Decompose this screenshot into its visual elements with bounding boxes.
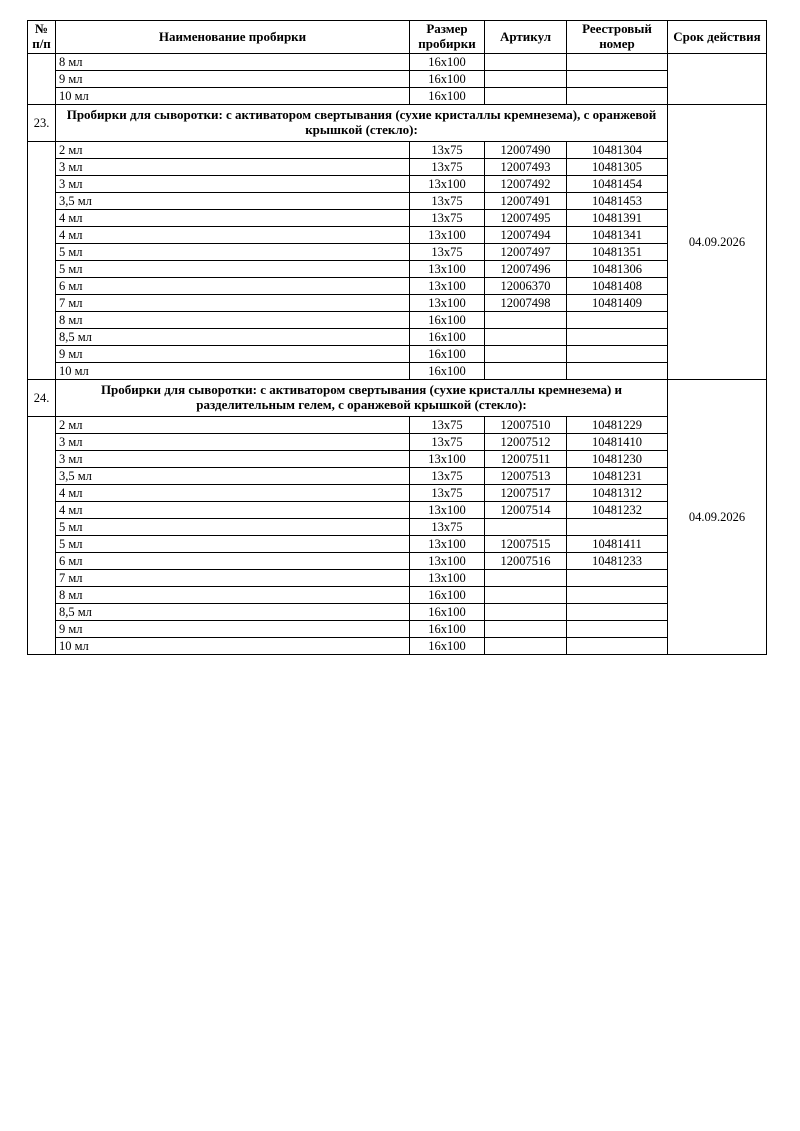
tube-size-cell: 13x100 (410, 502, 485, 519)
tube-size-cell: 16x100 (410, 638, 485, 655)
tube-size-cell: 13x100 (410, 536, 485, 553)
table-row (28, 570, 767, 587)
reg-number-cell: 10481312 (567, 485, 668, 502)
tube-name-cell: 10 мл (56, 638, 410, 655)
article-cell: 12006370 (485, 278, 567, 295)
table-row (28, 176, 767, 193)
reg-number-cell: 10481410 (567, 434, 668, 451)
tube-size-cell: 13x100 (410, 176, 485, 193)
tube-size-cell: 13x100 (410, 278, 485, 295)
section-number-cell: 23. (28, 105, 56, 142)
reg-number-cell: 10481231 (567, 468, 668, 485)
article-cell (485, 363, 567, 380)
article-cell: 12007514 (485, 502, 567, 519)
article-cell (485, 604, 567, 621)
reg-number-cell (567, 346, 668, 363)
article-cell: 12007494 (485, 227, 567, 244)
tube-name-cell: 7 мл (56, 570, 410, 587)
tube-size-cell: 13x100 (410, 261, 485, 278)
tube-size-cell: 16x100 (410, 587, 485, 604)
table-row (28, 227, 767, 244)
reg-number-cell (567, 312, 668, 329)
reg-number-cell: 10481411 (567, 536, 668, 553)
tube-size-cell: 13x75 (410, 159, 485, 176)
reg-number-cell (567, 88, 668, 105)
tube-name-cell: 5 мл (56, 536, 410, 553)
section-title-cell: Пробирки для сыворотки: с активатором свертывания (сухие кристаллы кремнезема) и разделительным гелем, с оранжевой крышкой (стекло): (56, 380, 668, 417)
table-row (28, 278, 767, 295)
article-cell: 12007498 (485, 295, 567, 312)
article-cell: 12007511 (485, 451, 567, 468)
table-row (28, 312, 767, 329)
header-row (28, 21, 767, 54)
col-header-number: № п/п (28, 21, 56, 54)
tube-name-cell: 3,5 мл (56, 193, 410, 210)
reg-number-cell (567, 519, 668, 536)
tube-name-cell: 5 мл (56, 261, 410, 278)
tube-size-cell: 13x75 (410, 519, 485, 536)
validity-cell: 04.09.2026 (668, 380, 767, 655)
table-row (28, 159, 767, 176)
table-row (28, 604, 767, 621)
table-row (28, 142, 767, 159)
reg-number-cell (567, 54, 668, 71)
validity-cell (668, 54, 767, 105)
row-number-cell (28, 417, 56, 655)
tube-size-cell: 16x100 (410, 363, 485, 380)
tube-name-cell: 4 мл (56, 227, 410, 244)
table-row (28, 193, 767, 210)
tube-name-cell: 4 мл (56, 210, 410, 227)
tube-name-cell: 8 мл (56, 54, 410, 71)
tube-name-cell: 9 мл (56, 71, 410, 88)
article-cell: 12007512 (485, 434, 567, 451)
reg-number-cell (567, 329, 668, 346)
tube-size-cell: 13x100 (410, 570, 485, 587)
article-cell (485, 638, 567, 655)
table-row (28, 502, 767, 519)
reg-number-cell: 10481454 (567, 176, 668, 193)
reg-number-cell (567, 363, 668, 380)
col-header-size: Размер пробирки (410, 21, 485, 54)
article-cell (485, 312, 567, 329)
reg-number-cell (567, 638, 668, 655)
tube-size-cell: 13x75 (410, 142, 485, 159)
article-cell: 12007490 (485, 142, 567, 159)
col-header-validity: Срок действия (668, 21, 767, 54)
article-cell (485, 519, 567, 536)
tube-size-cell: 16x100 (410, 604, 485, 621)
tube-size-cell: 16x100 (410, 621, 485, 638)
tube-size-cell: 13x100 (410, 295, 485, 312)
article-cell: 12007517 (485, 485, 567, 502)
row-number-cell (28, 54, 56, 105)
reg-number-cell: 10481305 (567, 159, 668, 176)
tube-size-cell: 13x75 (410, 468, 485, 485)
table-row (28, 451, 767, 468)
reg-number-cell: 10481233 (567, 553, 668, 570)
section-title-cell: Пробирки для сыворотки: с активатором свертывания (сухие кристаллы кремнезема), с оранжевой крышкой (стекло): (56, 105, 668, 142)
tube-name-cell: 4 мл (56, 485, 410, 502)
table-row (28, 417, 767, 434)
article-cell: 12007510 (485, 417, 567, 434)
article-cell (485, 88, 567, 105)
table-row (28, 210, 767, 227)
tube-name-cell: 8 мл (56, 587, 410, 604)
tube-name-cell: 8,5 мл (56, 604, 410, 621)
reg-number-cell (567, 587, 668, 604)
tube-name-cell: 10 мл (56, 88, 410, 105)
reg-number-cell (567, 71, 668, 88)
tube-name-cell: 9 мл (56, 346, 410, 363)
tube-size-cell: 16x100 (410, 71, 485, 88)
tube-size-cell: 16x100 (410, 329, 485, 346)
tube-size-cell: 16x100 (410, 312, 485, 329)
table-row (28, 485, 767, 502)
tube-size-cell: 16x100 (410, 88, 485, 105)
tube-size-cell: 13x100 (410, 451, 485, 468)
tube-name-cell: 6 мл (56, 553, 410, 570)
article-cell (485, 329, 567, 346)
tube-size-cell: 13x75 (410, 485, 485, 502)
article-cell: 12007496 (485, 261, 567, 278)
tube-name-cell: 5 мл (56, 244, 410, 261)
tube-name-cell: 8 мл (56, 312, 410, 329)
table-row (28, 468, 767, 485)
tube-name-cell: 7 мл (56, 295, 410, 312)
tube-name-cell: 3 мл (56, 159, 410, 176)
tube-name-cell: 3 мл (56, 176, 410, 193)
table-row (28, 553, 767, 570)
table-row (28, 261, 767, 278)
tube-name-cell: 3 мл (56, 434, 410, 451)
reg-number-cell: 10481341 (567, 227, 668, 244)
table-row (28, 363, 767, 380)
article-cell: 12007491 (485, 193, 567, 210)
reg-number-cell (567, 604, 668, 621)
section-header-row (28, 380, 767, 417)
section-header-row (28, 105, 767, 142)
reg-number-cell: 10481453 (567, 193, 668, 210)
tube-name-cell: 8,5 мл (56, 329, 410, 346)
table-row (28, 244, 767, 261)
reg-number-cell: 10481409 (567, 295, 668, 312)
table-row (28, 346, 767, 363)
tube-name-cell: 2 мл (56, 142, 410, 159)
table-row (28, 621, 767, 638)
table-row (28, 587, 767, 604)
table-row (28, 329, 767, 346)
table-body (28, 54, 767, 655)
table-row (28, 295, 767, 312)
validity-cell: 04.09.2026 (668, 105, 767, 380)
table-row (28, 71, 767, 88)
tubes-table (27, 20, 767, 655)
article-cell: 12007513 (485, 468, 567, 485)
reg-number-cell (567, 621, 668, 638)
tube-size-cell: 13x75 (410, 210, 485, 227)
table-row (28, 434, 767, 451)
tube-name-cell: 3 мл (56, 451, 410, 468)
tube-size-cell: 13x75 (410, 193, 485, 210)
row-number-cell (28, 142, 56, 380)
table-row (28, 519, 767, 536)
reg-number-cell: 10481232 (567, 502, 668, 519)
article-cell (485, 587, 567, 604)
table-row (28, 536, 767, 553)
article-cell: 12007495 (485, 210, 567, 227)
tube-size-cell: 13x75 (410, 434, 485, 451)
tube-name-cell: 10 мл (56, 363, 410, 380)
table-header (28, 21, 767, 54)
article-cell (485, 346, 567, 363)
reg-number-cell: 10481306 (567, 261, 668, 278)
section-number-cell: 24. (28, 380, 56, 417)
tube-size-cell: 13x100 (410, 553, 485, 570)
tube-name-cell: 3,5 мл (56, 468, 410, 485)
reg-number-cell: 10481408 (567, 278, 668, 295)
article-cell (485, 621, 567, 638)
table-row (28, 54, 767, 71)
tube-name-cell: 6 мл (56, 278, 410, 295)
tube-name-cell: 4 мл (56, 502, 410, 519)
article-cell (485, 570, 567, 587)
reg-number-cell: 10481391 (567, 210, 668, 227)
article-cell: 12007516 (485, 553, 567, 570)
col-header-name: Наименование пробирки (56, 21, 410, 54)
article-cell (485, 71, 567, 88)
col-header-reg-number: Реестровый номер (567, 21, 668, 54)
article-cell: 12007493 (485, 159, 567, 176)
reg-number-cell: 10481229 (567, 417, 668, 434)
tube-size-cell: 13x100 (410, 227, 485, 244)
tube-size-cell: 13x75 (410, 417, 485, 434)
table-row (28, 88, 767, 105)
table-row (28, 638, 767, 655)
article-cell: 12007515 (485, 536, 567, 553)
tube-size-cell: 13x75 (410, 244, 485, 261)
tube-size-cell: 16x100 (410, 346, 485, 363)
reg-number-cell (567, 570, 668, 587)
reg-number-cell: 10481351 (567, 244, 668, 261)
article-cell (485, 54, 567, 71)
article-cell: 12007497 (485, 244, 567, 261)
tube-name-cell: 5 мл (56, 519, 410, 536)
col-header-article: Артикул (485, 21, 567, 54)
reg-number-cell: 10481304 (567, 142, 668, 159)
tube-name-cell: 9 мл (56, 621, 410, 638)
tube-name-cell: 2 мл (56, 417, 410, 434)
article-cell: 12007492 (485, 176, 567, 193)
tube-size-cell: 16x100 (410, 54, 485, 71)
reg-number-cell: 10481230 (567, 451, 668, 468)
